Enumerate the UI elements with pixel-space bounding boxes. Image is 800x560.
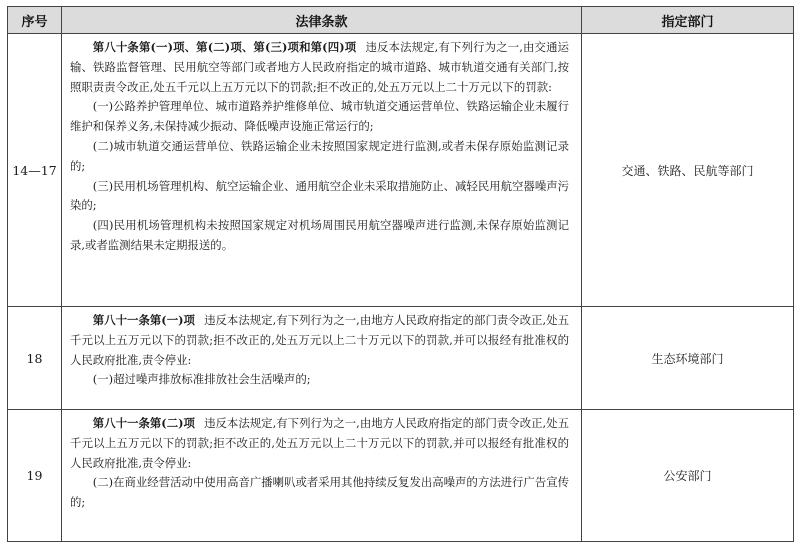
- row-num: 18: [8, 307, 62, 410]
- clause-lead-text: 违反本法规定,有下列行为之一,由地方人民政府指定的部门责令改正,处五千元以上五万元以下的罚款;拒不改正的,处五万元以上二十万元以下的罚款,并可以报经有批准权的人民政府批准,责令停业:: [70, 313, 569, 367]
- clause-lead: [70, 38, 569, 97]
- clause-cell: [62, 410, 582, 542]
- clause-item: (四)民用机场管理机构未按照国家规定对机场周围民用航空器噪声进行监测,未保存原始监测记录,或者监测结果未定期报送的。: [70, 218, 569, 252]
- clause-cell: [62, 307, 582, 410]
- clause-item: (三)民用机场管理机构、航空运输企业、通用航空企业未采取措施防止、减轻民用航空器噪声污染的;: [70, 178, 569, 213]
- article-reference: 第八十一条第(一)项: [92, 313, 195, 327]
- dept-cell: 生态环境部门: [582, 307, 794, 410]
- row-num: 19: [8, 410, 62, 542]
- clause-cell: [62, 34, 582, 307]
- clause-lead-text: 违反本法规定,有下列行为之一,由地方人民政府指定的部门责令改正,处五千元以上五万元以下的罚款;拒不改正的,处五万元以上二十万元以下的罚款,并可以报经有批准权的人民政府批准,责令停业:: [70, 416, 569, 470]
- clause-lead-text: 违反本法规定,有下列行为之一,由交通运输、铁路监督管理、民用航空等部门或者地方人民政府指定的城市道路、城市轨道交通有关部门,按照职责责令改正,处五千元以上五万元以下的罚款;拒不改正的,处五万元以上二十万元以下的罚款:: [70, 40, 569, 94]
- row-num: 14—17: [8, 34, 62, 307]
- clause-item: (一)公路养护管理单位、城市道路养护维修单位、城市轨道交通运营单位、铁路运输企业未履行维护和保养义务,未保持减少振动、降低噪声设施正常运行的;: [70, 99, 569, 134]
- header-num: 序号: [8, 7, 62, 34]
- clause-item: (二)在商业经营活动中使用高音广播喇叭或者采用其他持续反复发出高噪声的方法进行广告宣传的;: [70, 475, 569, 510]
- header-dept: 指定部门: [582, 7, 794, 34]
- article-reference: 第八十一条第(二)项: [92, 416, 195, 430]
- table-row: [8, 410, 794, 542]
- article-reference: 第八十条第(一)项、第(二)项、第(三)项和第(四)项: [92, 40, 357, 54]
- table-row: [8, 307, 794, 410]
- header-clause: 法律条款: [62, 7, 582, 34]
- clause-item: (二)城市轨道交通运营单位、铁路运输企业未按照国家规定进行监测,或者未保存原始监测记录的;: [70, 138, 569, 173]
- dept-cell: 交通、铁路、民航等部门: [582, 34, 794, 307]
- table-row: [8, 34, 794, 307]
- law-clause-table: [7, 6, 794, 542]
- table-header-row: [8, 7, 794, 34]
- clause-lead: [70, 311, 569, 370]
- clause-item: (一)超过噪声排放标准排放社会生活噪声的;: [92, 372, 311, 387]
- dept-cell: 公安部门: [582, 410, 794, 542]
- clause-lead: [70, 414, 569, 473]
